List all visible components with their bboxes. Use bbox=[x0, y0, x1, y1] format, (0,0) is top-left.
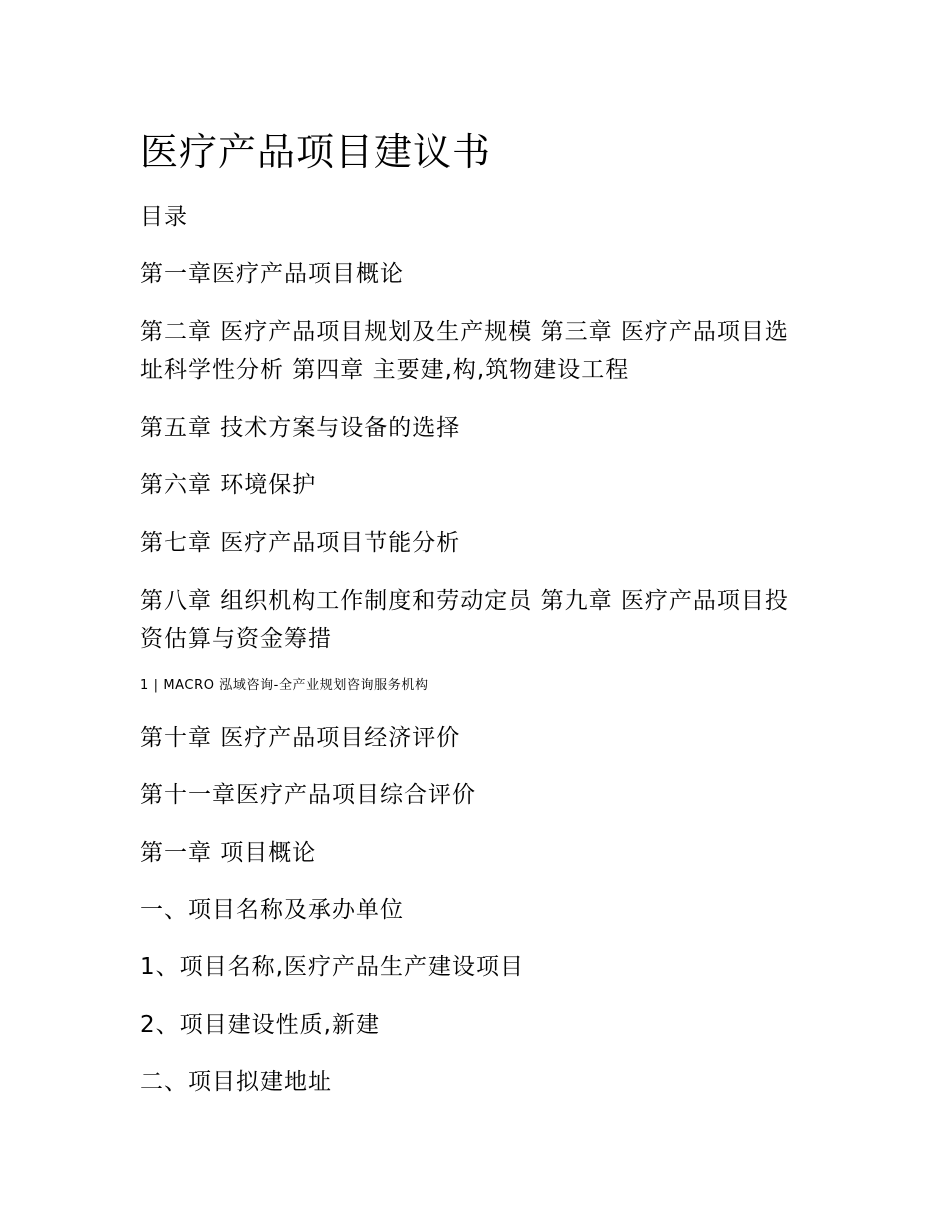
toc-entry: 第六章 环境保护 bbox=[140, 472, 317, 498]
toc-heading: 目录 bbox=[140, 204, 188, 230]
toc-entry: 第十章 医疗产品项目经济评价 bbox=[140, 725, 461, 751]
subsection-heading: 一、项目名称及承办单位 bbox=[140, 897, 404, 923]
body-text: 1、项目名称,医疗产品生产建设项目 bbox=[140, 954, 524, 980]
page-footer: 1 | MACRO 泓域咨询-全产业规划咨询服务机构 bbox=[140, 678, 429, 693]
body-text: 2、项目建设性质,新建 bbox=[140, 1012, 380, 1038]
toc-entry: 第二章 医疗产品项目规划及生产规模 第三章 医疗产品项目选址科学性分析 第四章 主要建,构,筑物建设工程 bbox=[140, 319, 789, 383]
toc-entry: 第十一章医疗产品项目综合评价 bbox=[140, 782, 476, 808]
document-title: 医疗产品项目建议书 bbox=[140, 130, 492, 174]
section-heading: 第一章 项目概论 bbox=[140, 840, 317, 866]
toc-entry: 第一章医疗产品项目概论 bbox=[140, 261, 404, 287]
toc-entry: 第五章 技术方案与设备的选择 bbox=[140, 415, 461, 441]
toc-entry: 第七章 医疗产品项目节能分析 bbox=[140, 530, 461, 556]
toc-entry: 第八章 组织机构工作制度和劳动定员 第九章 医疗产品项目投资估算与资金筹措 bbox=[140, 588, 789, 652]
subsection-heading: 二、项目拟建地址 bbox=[140, 1069, 332, 1095]
